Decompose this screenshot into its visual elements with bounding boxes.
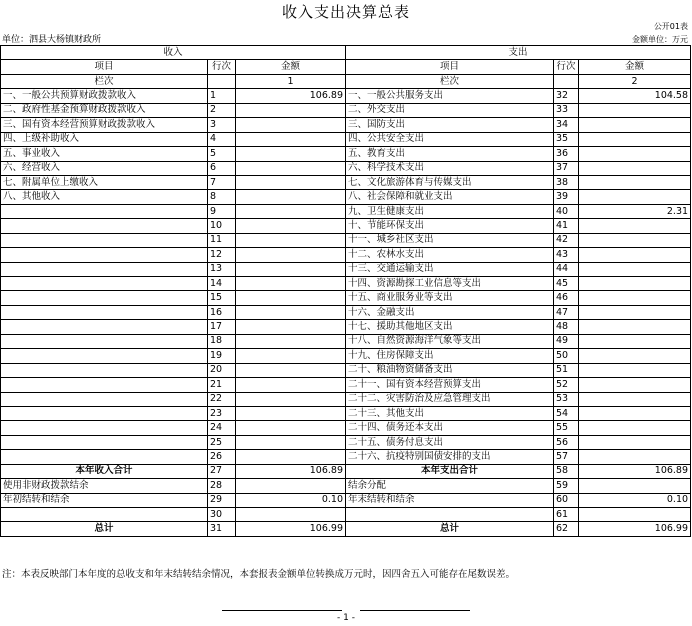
expense-item-cell: 二、外交支出 xyxy=(346,103,554,117)
income-amount-cell xyxy=(236,406,346,420)
expense-amount-cell xyxy=(579,406,691,420)
income-item-cell xyxy=(1,248,208,262)
table-row xyxy=(1,204,691,218)
expense-item-cell: 十九、住房保障支出 xyxy=(346,349,554,363)
footer-rule-right xyxy=(360,610,470,611)
table-row xyxy=(1,378,691,392)
expense-amount-cell xyxy=(579,363,691,377)
expense-rowno-cell: 34 xyxy=(554,118,579,132)
expense-item-cell: 十八、自然资源海洋气象等支出 xyxy=(346,334,554,348)
income-item-cell xyxy=(1,277,208,291)
income-rowno-cell: 27 xyxy=(208,464,236,478)
table-row xyxy=(1,248,691,262)
expense-rowno-cell: 55 xyxy=(554,421,579,435)
income-amount-cell: 106.89 xyxy=(236,89,346,103)
expense-amount-cell: 106.99 xyxy=(579,522,691,536)
income-rowno-cell: 20 xyxy=(208,363,236,377)
table-row xyxy=(1,421,691,435)
expense-rowno-cell: 43 xyxy=(554,248,579,262)
table-row xyxy=(1,219,691,233)
table-row xyxy=(1,479,691,493)
income-column-label: 栏次 xyxy=(1,74,208,88)
expense-rowno-cell: 58 xyxy=(554,464,579,478)
expense-rowno-cell: 53 xyxy=(554,392,579,406)
expense-amount-cell xyxy=(579,508,691,522)
table-row xyxy=(1,450,691,464)
income-item-cell: 三、国有资本经营预算财政拨款收入 xyxy=(1,118,208,132)
expense-item-cell: 年末结转和结余 xyxy=(346,493,554,507)
income-item-cell: 四、上级补助收入 xyxy=(1,132,208,146)
income-rowno-cell: 7 xyxy=(208,175,236,189)
report-title: 收入支出决算总表 xyxy=(281,3,410,21)
expense-item-cell: 一、一般公共服务支出 xyxy=(346,89,554,103)
expense-item-cell: 二十一、国有资本经营预算支出 xyxy=(346,378,554,392)
income-rowno-cell: 9 xyxy=(208,204,236,218)
expense-amount-cell xyxy=(579,320,691,334)
income-rowno-cell: 13 xyxy=(208,262,236,276)
expense-rowno-cell: 48 xyxy=(554,320,579,334)
income-item-cell xyxy=(1,334,208,348)
expense-rowno-cell: 56 xyxy=(554,435,579,449)
expense-item-cell: 二十三、其他支出 xyxy=(346,406,554,420)
income-item-cell: 七、附属单位上缴收入 xyxy=(1,175,208,189)
income-amount-cell xyxy=(236,421,346,435)
expense-item-cell: 十四、资源勘探工业信息等支出 xyxy=(346,277,554,291)
footer-rule-left xyxy=(222,610,342,611)
expense-rowno-cell: 32 xyxy=(554,89,579,103)
expense-amount-cell xyxy=(579,305,691,319)
income-rowno-cell: 28 xyxy=(208,479,236,493)
expense-item-cell: 总计 xyxy=(346,522,554,536)
expense-amount-cell xyxy=(579,175,691,189)
income-amount-cell xyxy=(236,392,346,406)
income-rowno-cell: 25 xyxy=(208,435,236,449)
expense-rowno-cell: 46 xyxy=(554,291,579,305)
income-item-cell: 本年收入合计 xyxy=(1,464,208,478)
expense-rowno-cell: 37 xyxy=(554,161,579,175)
expense-rowno-cell: 49 xyxy=(554,334,579,348)
expense-amount-cell xyxy=(579,435,691,449)
income-item-cell xyxy=(1,421,208,435)
income-column-blank xyxy=(208,74,236,88)
income-item-cell: 二、政府性基金预算财政拨款收入 xyxy=(1,103,208,117)
expense-rowno-cell: 59 xyxy=(554,479,579,493)
expense-rowno-cell: 61 xyxy=(554,508,579,522)
expense-amount-cell xyxy=(579,233,691,247)
income-rowno-cell: 16 xyxy=(208,305,236,319)
expense-item-header: 项目 xyxy=(346,60,554,74)
expense-item-cell: 二十五、债务付息支出 xyxy=(346,435,554,449)
income-amount-cell xyxy=(236,147,346,161)
income-rowno-cell: 17 xyxy=(208,320,236,334)
income-header: 收入 xyxy=(1,46,346,60)
income-rowno-cell: 19 xyxy=(208,349,236,363)
income-item-cell: 八、其他收入 xyxy=(1,190,208,204)
expense-item-cell: 十一、城乡社区支出 xyxy=(346,233,554,247)
expense-amount-cell: 106.89 xyxy=(579,464,691,478)
expense-item-cell: 十、节能环保支出 xyxy=(346,219,554,233)
income-item-cell xyxy=(1,508,208,522)
table-row xyxy=(1,190,691,204)
income-amount-cell: 106.99 xyxy=(236,522,346,536)
table-row xyxy=(1,262,691,276)
expense-amount-cell xyxy=(579,190,691,204)
total-row xyxy=(1,522,691,536)
table-row xyxy=(1,118,691,132)
income-rowno-cell: 5 xyxy=(208,147,236,161)
income-amount-cell xyxy=(236,363,346,377)
expense-rowno-cell: 44 xyxy=(554,262,579,276)
income-item-cell xyxy=(1,363,208,377)
income-rowno-cell: 14 xyxy=(208,277,236,291)
income-rowno-cell: 6 xyxy=(208,161,236,175)
income-amount-cell xyxy=(236,508,346,522)
expense-item-cell: 四、公共安全支出 xyxy=(346,132,554,146)
expense-rowno-header: 行次 xyxy=(554,60,579,74)
section-header-row xyxy=(1,46,691,60)
expense-amount-cell: 2.31 xyxy=(579,204,691,218)
income-item-cell xyxy=(1,219,208,233)
footnote: 注：本表反映部门本年度的总收支和年末结转结余情况，本套报表金额单位转换成万元时，因四舍五入可能存在尾数误差。 xyxy=(2,569,516,580)
income-amount-header: 金额 xyxy=(236,60,346,74)
table-row xyxy=(1,349,691,363)
income-item-cell xyxy=(1,450,208,464)
expense-item-cell: 三、国防支出 xyxy=(346,118,554,132)
income-rowno-cell: 11 xyxy=(208,233,236,247)
expense-item-cell: 十五、商业服务业等支出 xyxy=(346,291,554,305)
expense-item-cell: 六、科学技术支出 xyxy=(346,161,554,175)
income-rowno-header: 行次 xyxy=(208,60,236,74)
income-amount-cell xyxy=(236,233,346,247)
expense-item-cell: 二十四、债务还本支出 xyxy=(346,421,554,435)
expense-rowno-cell: 52 xyxy=(554,378,579,392)
expense-rowno-cell: 51 xyxy=(554,363,579,377)
income-expense-table xyxy=(0,45,691,537)
unit-label: 单位：泗县大杨镇财政所 xyxy=(2,35,102,45)
expense-rowno-cell: 33 xyxy=(554,103,579,117)
expense-item-cell: 五、教育支出 xyxy=(346,147,554,161)
expense-rowno-cell: 57 xyxy=(554,450,579,464)
expense-item-cell: 十二、农林水支出 xyxy=(346,248,554,262)
table-row xyxy=(1,508,691,522)
expense-amount-cell xyxy=(579,277,691,291)
income-item-cell xyxy=(1,305,208,319)
expense-amount-cell: 0.10 xyxy=(579,493,691,507)
table-row xyxy=(1,406,691,420)
expense-amount-cell: 104.58 xyxy=(579,89,691,103)
expense-amount-cell xyxy=(579,118,691,132)
form-code: 公开01表 xyxy=(653,22,688,31)
income-item-cell: 年初结转和结余 xyxy=(1,493,208,507)
income-item-cell: 使用非财政拨款结余 xyxy=(1,479,208,493)
income-item-cell xyxy=(1,204,208,218)
income-item-cell xyxy=(1,406,208,420)
table-row xyxy=(1,320,691,334)
income-rowno-cell: 12 xyxy=(208,248,236,262)
income-item-cell: 总计 xyxy=(1,522,208,536)
money-unit: 金额单位：万元 xyxy=(632,35,688,44)
income-rowno-cell: 1 xyxy=(208,89,236,103)
expense-amount-cell xyxy=(579,479,691,493)
expense-item-cell: 本年支出合计 xyxy=(346,464,554,478)
expense-item-cell: 十三、交通运输支出 xyxy=(346,262,554,276)
table-row xyxy=(1,233,691,247)
income-rowno-cell: 3 xyxy=(208,118,236,132)
income-amount-cell xyxy=(236,103,346,117)
income-item-cell xyxy=(1,378,208,392)
expense-item-cell: 八、社会保障和就业支出 xyxy=(346,190,554,204)
income-item-header: 项目 xyxy=(1,60,208,74)
income-rowno-cell: 26 xyxy=(208,450,236,464)
expense-amount-cell xyxy=(579,291,691,305)
page-number: - 1 - xyxy=(337,613,355,623)
table-row xyxy=(1,175,691,189)
income-rowno-cell: 29 xyxy=(208,493,236,507)
income-item-cell xyxy=(1,320,208,334)
expense-column-blank xyxy=(554,74,579,88)
income-item-cell xyxy=(1,392,208,406)
expense-item-cell: 十六、金融支出 xyxy=(346,305,554,319)
income-amount-cell xyxy=(236,334,346,348)
income-amount-cell xyxy=(236,277,346,291)
income-amount-cell xyxy=(236,291,346,305)
income-item-cell xyxy=(1,291,208,305)
table-row xyxy=(1,132,691,146)
table-row xyxy=(1,435,691,449)
income-amount-cell xyxy=(236,175,346,189)
income-amount-cell xyxy=(236,204,346,218)
income-rowno-cell: 4 xyxy=(208,132,236,146)
income-item-cell xyxy=(1,435,208,449)
expense-item-cell: 十七、援助其他地区支出 xyxy=(346,320,554,334)
table-row xyxy=(1,291,691,305)
table-row xyxy=(1,277,691,291)
income-item-cell: 一、一般公共预算财政拨款收入 xyxy=(1,89,208,103)
column-header-row xyxy=(1,60,691,74)
income-item-cell: 五、事业收入 xyxy=(1,147,208,161)
income-amount-cell xyxy=(236,190,346,204)
income-amount-cell xyxy=(236,378,346,392)
expense-amount-cell xyxy=(579,262,691,276)
table-row xyxy=(1,334,691,348)
expense-amount-cell xyxy=(579,132,691,146)
expense-item-cell: 二十六、抗疫特别国债安排的支出 xyxy=(346,450,554,464)
income-rowno-cell: 18 xyxy=(208,334,236,348)
income-amount-cell xyxy=(236,248,346,262)
income-amount-cell xyxy=(236,450,346,464)
expense-rowno-cell: 35 xyxy=(554,132,579,146)
expense-amount-cell xyxy=(579,147,691,161)
income-amount-cell xyxy=(236,349,346,363)
table-row xyxy=(1,161,691,175)
income-rowno-cell: 24 xyxy=(208,421,236,435)
expense-rowno-cell: 54 xyxy=(554,406,579,420)
expense-item-cell: 七、文化旅游体育与传媒支出 xyxy=(346,175,554,189)
expense-amount-cell xyxy=(579,450,691,464)
expense-item-cell xyxy=(346,508,554,522)
table-row xyxy=(1,363,691,377)
expense-amount-header: 金额 xyxy=(579,60,691,74)
income-amount-cell: 106.89 xyxy=(236,464,346,478)
expense-item-cell: 九、卫生健康支出 xyxy=(346,204,554,218)
expense-rowno-cell: 42 xyxy=(554,233,579,247)
income-amount-cell xyxy=(236,305,346,319)
income-amount-cell xyxy=(236,479,346,493)
income-rowno-cell: 30 xyxy=(208,508,236,522)
expense-amount-cell xyxy=(579,421,691,435)
expense-amount-cell xyxy=(579,334,691,348)
expense-amount-cell xyxy=(579,378,691,392)
income-rowno-cell: 10 xyxy=(208,219,236,233)
expense-amount-cell xyxy=(579,103,691,117)
total-row xyxy=(1,464,691,478)
expense-rowno-cell: 50 xyxy=(554,349,579,363)
expense-column-label: 栏次 xyxy=(346,74,554,88)
income-rowno-cell: 22 xyxy=(208,392,236,406)
expense-column-2: 2 xyxy=(579,74,691,88)
income-rowno-cell: 15 xyxy=(208,291,236,305)
income-column-1: 1 xyxy=(236,74,346,88)
column-number-row xyxy=(1,74,691,88)
table-row xyxy=(1,493,691,507)
expense-rowno-cell: 39 xyxy=(554,190,579,204)
income-item-cell xyxy=(1,349,208,363)
income-amount-cell xyxy=(236,262,346,276)
income-item-cell xyxy=(1,233,208,247)
expense-rowno-cell: 36 xyxy=(554,147,579,161)
expense-rowno-cell: 60 xyxy=(554,493,579,507)
expense-item-cell: 结余分配 xyxy=(346,479,554,493)
income-item-cell xyxy=(1,262,208,276)
expense-amount-cell xyxy=(579,349,691,363)
expense-item-cell: 二十、粮油物资储备支出 xyxy=(346,363,554,377)
expense-header: 支出 xyxy=(346,46,691,60)
income-amount-cell xyxy=(236,320,346,334)
income-amount-cell: 0.10 xyxy=(236,493,346,507)
income-amount-cell xyxy=(236,161,346,175)
expense-amount-cell xyxy=(579,248,691,262)
income-rowno-cell: 31 xyxy=(208,522,236,536)
expense-rowno-cell: 45 xyxy=(554,277,579,291)
expense-rowno-cell: 62 xyxy=(554,522,579,536)
expense-rowno-cell: 47 xyxy=(554,305,579,319)
table-row xyxy=(1,305,691,319)
table-row xyxy=(1,392,691,406)
expense-amount-cell xyxy=(579,161,691,175)
income-amount-cell xyxy=(236,132,346,146)
income-amount-cell xyxy=(236,118,346,132)
table-row xyxy=(1,103,691,117)
income-amount-cell xyxy=(236,435,346,449)
income-item-cell: 六、经营收入 xyxy=(1,161,208,175)
expense-rowno-cell: 40 xyxy=(554,204,579,218)
expense-amount-cell xyxy=(579,392,691,406)
income-amount-cell xyxy=(236,219,346,233)
income-rowno-cell: 23 xyxy=(208,406,236,420)
expense-rowno-cell: 38 xyxy=(554,175,579,189)
table-row xyxy=(1,147,691,161)
expense-item-cell: 二十二、灾害防治及应急管理支出 xyxy=(346,392,554,406)
table-row xyxy=(1,89,691,103)
income-rowno-cell: 2 xyxy=(208,103,236,117)
expense-amount-cell xyxy=(579,219,691,233)
expense-rowno-cell: 41 xyxy=(554,219,579,233)
income-rowno-cell: 8 xyxy=(208,190,236,204)
income-rowno-cell: 21 xyxy=(208,378,236,392)
